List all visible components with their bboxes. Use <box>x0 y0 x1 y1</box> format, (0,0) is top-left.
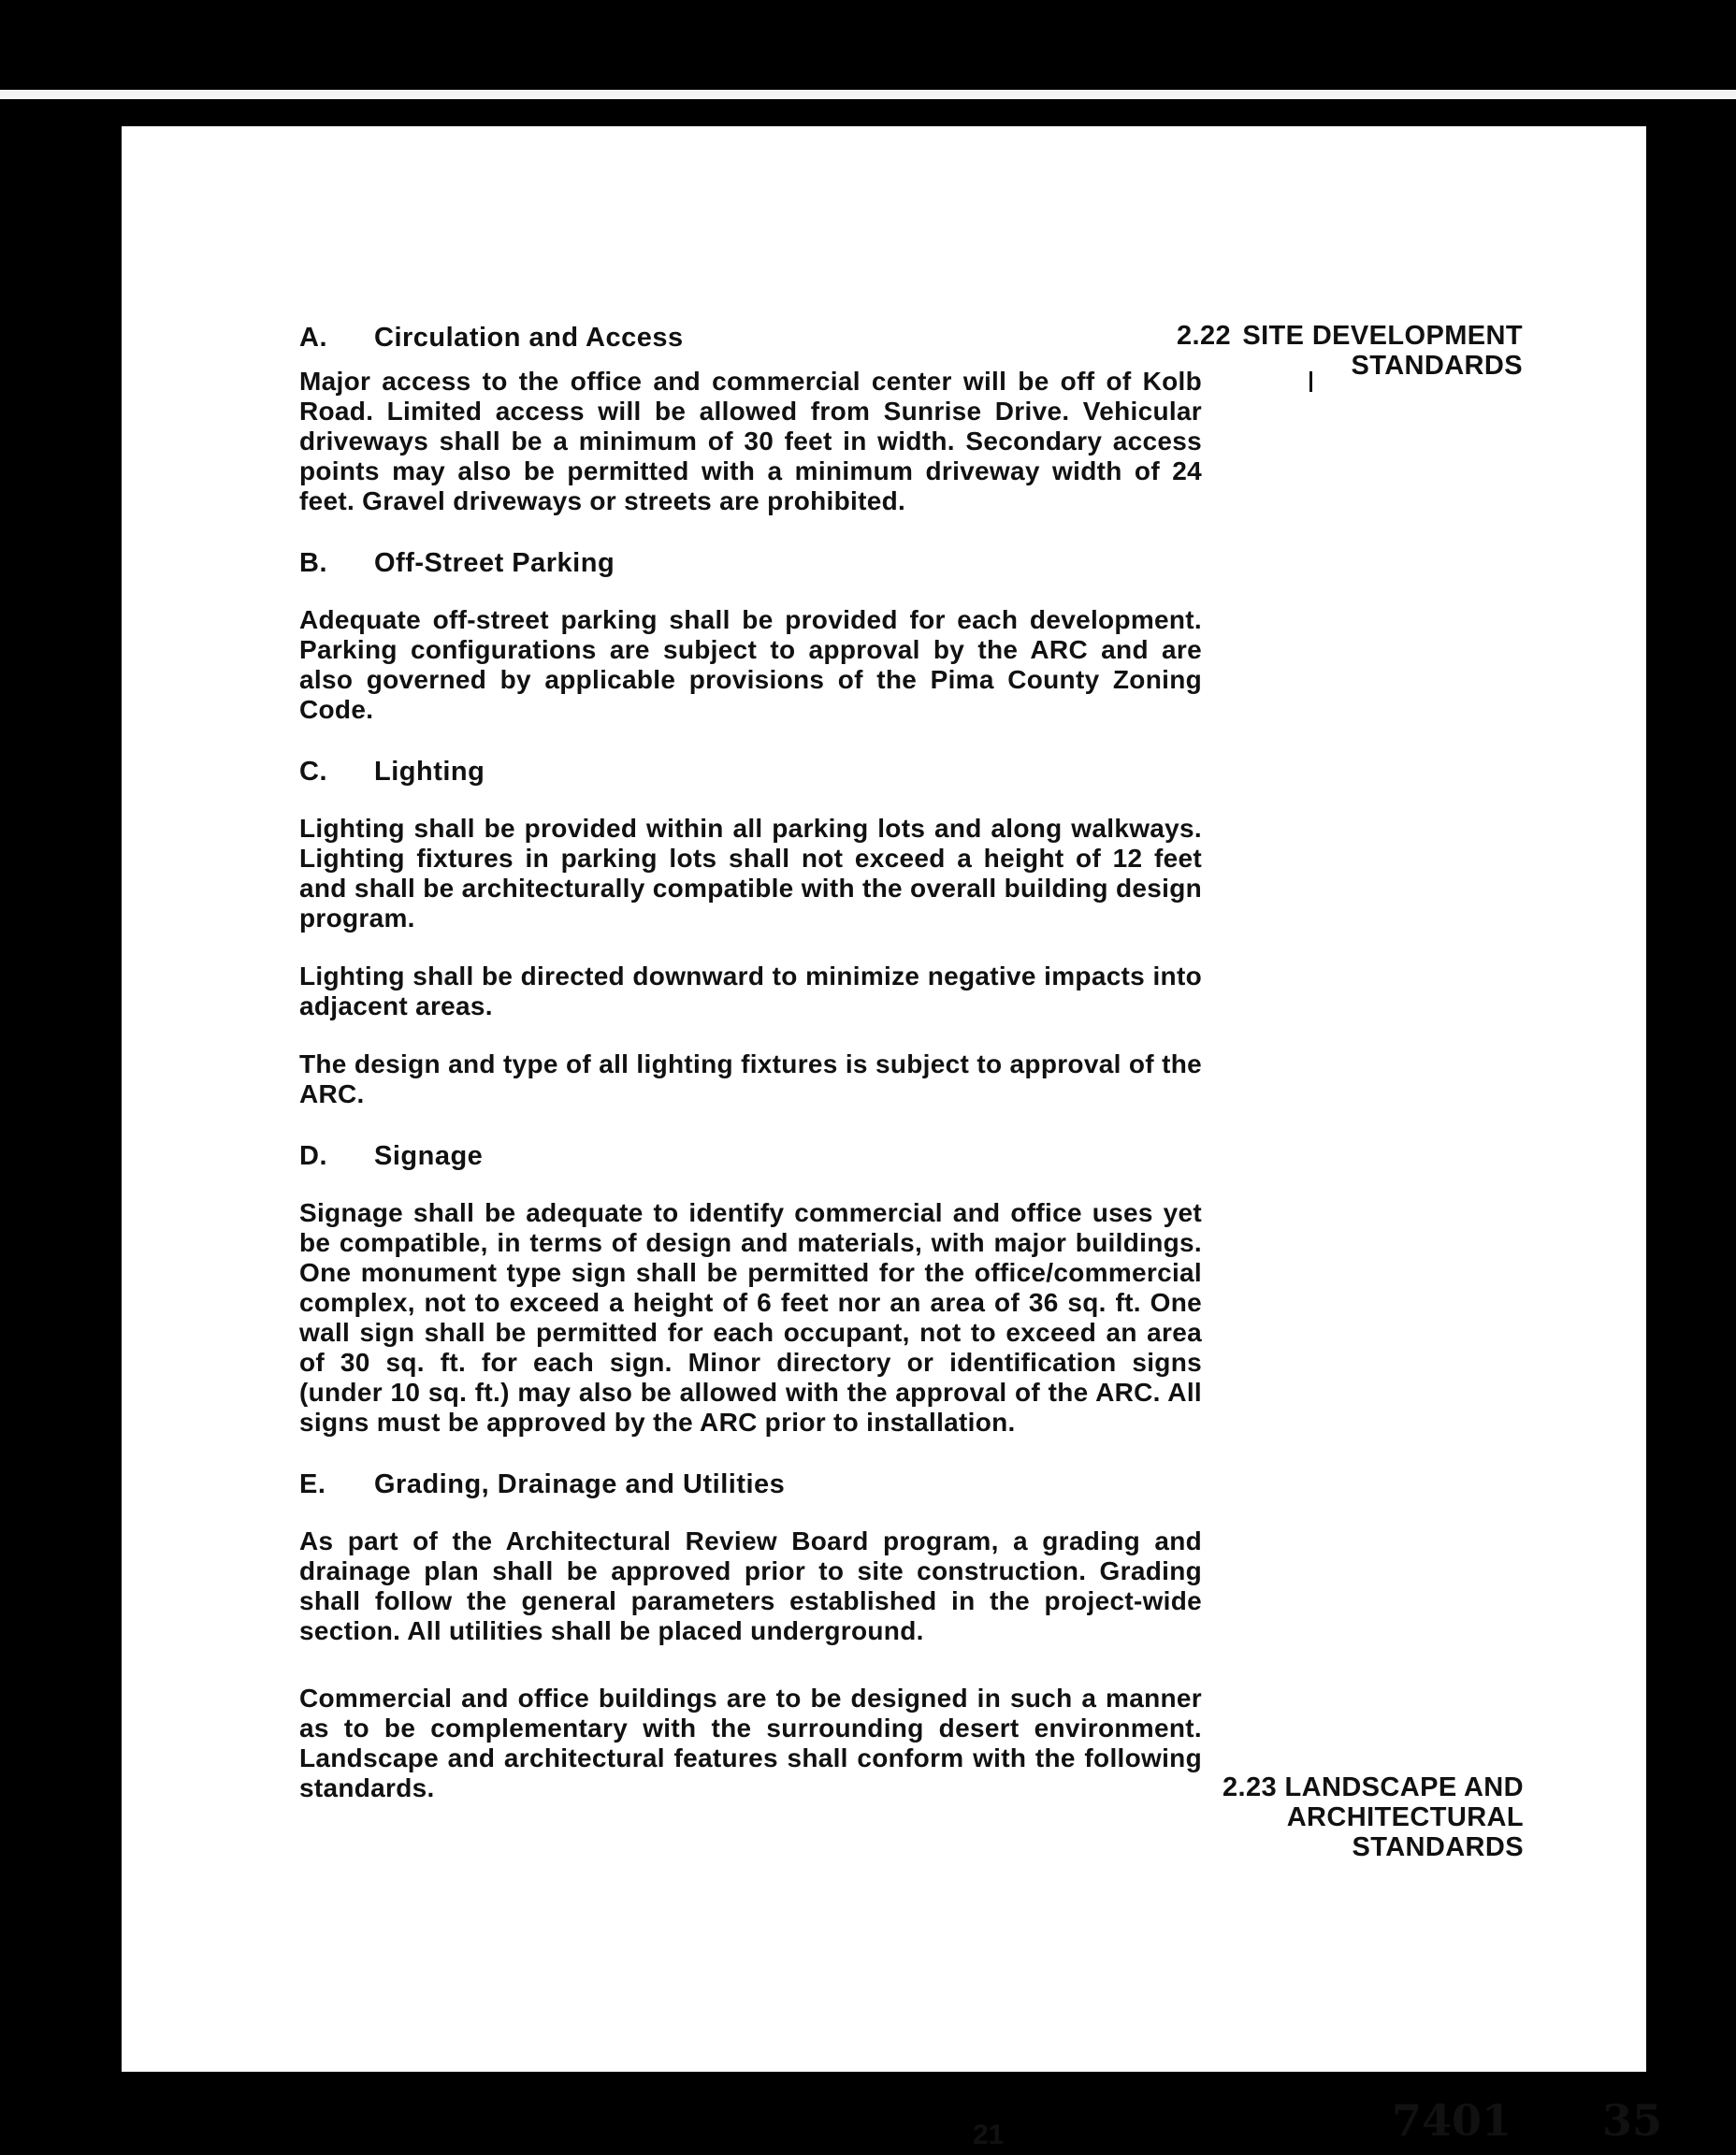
section-number: 2.22 <box>1177 321 1232 351</box>
site-development-heading <box>1177 321 1523 381</box>
landscape-paragraph: Commercial and office buildings are to be designed in such a manner as to be complementary with the surrounding desert environment. Landscape and architectural features shall conform with the following standards. <box>299 1684 1202 1802</box>
scan-edge-rule <box>0 90 1736 99</box>
section-title: Grading, Drainage and Utilities <box>374 1469 786 1499</box>
stamp-number-left: 7401 <box>1392 2095 1512 2146</box>
paragraph: Lighting shall be directed downward to minimize negative impacts into adjacent areas. <box>299 962 1202 1020</box>
paragraph: Adequate off-street parking shall be provided for each development. Parking configurations are subject to approval by the ARC and are also governed by applicable provisions of the Pima County Zoning Code. <box>299 605 1202 724</box>
section-parking <box>299 548 1202 725</box>
main-column <box>299 323 1202 1831</box>
section-signage <box>299 1141 1202 1438</box>
section-heading <box>299 757 1202 788</box>
heading-line: LANDSCAPE AND <box>1284 1772 1524 1802</box>
section-letter: C. <box>299 757 327 787</box>
section-letter: E. <box>299 1469 326 1499</box>
scan-top-border <box>0 0 1736 89</box>
paragraph: Lighting shall be provided within all parking lots and along walkways. Lighting fixtures in parking lots shall not exceed a height of 12 feet and shall be architecturally compatible with the overall building design program. <box>299 814 1202 933</box>
heading-line: ARCHITECTURAL <box>1286 1802 1524 1832</box>
margin-mark <box>1309 371 1312 392</box>
section-letter: D. <box>299 1141 327 1171</box>
section-title: Signage <box>374 1141 484 1171</box>
section-heading <box>299 323 1202 354</box>
heading-line: SITE DEVELOPMENT <box>1242 321 1523 351</box>
section-heading <box>299 548 1202 579</box>
paragraph: Major access to the office and commercial center will be off of Kolb Road. Limited access will be allowed from Sunrise Drive. Vehicular driveways shall be a minimum of 30 feet in width. Secondary access points may also be permitted with a minimum driveway width of 24 feet. Gravel driveways or streets are prohibited. <box>299 367 1202 515</box>
paragraph: Signage shall be adequate to identify commercial and office uses yet be compatible, in terms of design and materials, with major buildings. One monument type sign shall be permitted for the office/commercial complex, not to exceed a height of 6 feet nor an area of 36 sq. ft. One wall sign shall be permitted for each occupant, not to exceed an area of 30 sq. ft. for each sign. Minor directory or identification signs (under 10 sq. ft.) may also be allowed with the approval of the ARC. All signs must be approved by the ARC prior to installation. <box>299 1198 1202 1437</box>
heading-line: STANDARDS <box>1352 1832 1524 1862</box>
heading-line: STANDARDS <box>1351 351 1523 381</box>
section-heading <box>299 1469 1202 1500</box>
section-heading <box>299 1141 1202 1172</box>
paragraph: The design and type of all lighting fixtures is subject to approval of the ARC. <box>299 1049 1202 1108</box>
section-title: Off-Street Parking <box>374 548 615 578</box>
stamp-number-right: 35 <box>1602 2095 1663 2146</box>
section-letter: A. <box>299 323 327 353</box>
page-number: 21 <box>973 2119 1005 2150</box>
paragraph: As part of the Architectural Review Board program, a grading and drainage plan shall be approved prior to site construction. Grading shall follow the general parameters established in the project-wide section. All utilities shall be placed underground. <box>299 1526 1202 1645</box>
document-page <box>122 126 1663 2150</box>
section-lighting <box>299 757 1202 1109</box>
section-number: 2.23 <box>1222 1772 1278 1802</box>
section-circulation <box>299 323 1202 516</box>
section-title: Circulation and Access <box>374 323 684 353</box>
section-letter: B. <box>299 548 327 578</box>
section-title: Lighting <box>374 757 485 787</box>
landscape-architectural-heading <box>1222 1772 1524 1862</box>
section-grading <box>299 1469 1202 1646</box>
